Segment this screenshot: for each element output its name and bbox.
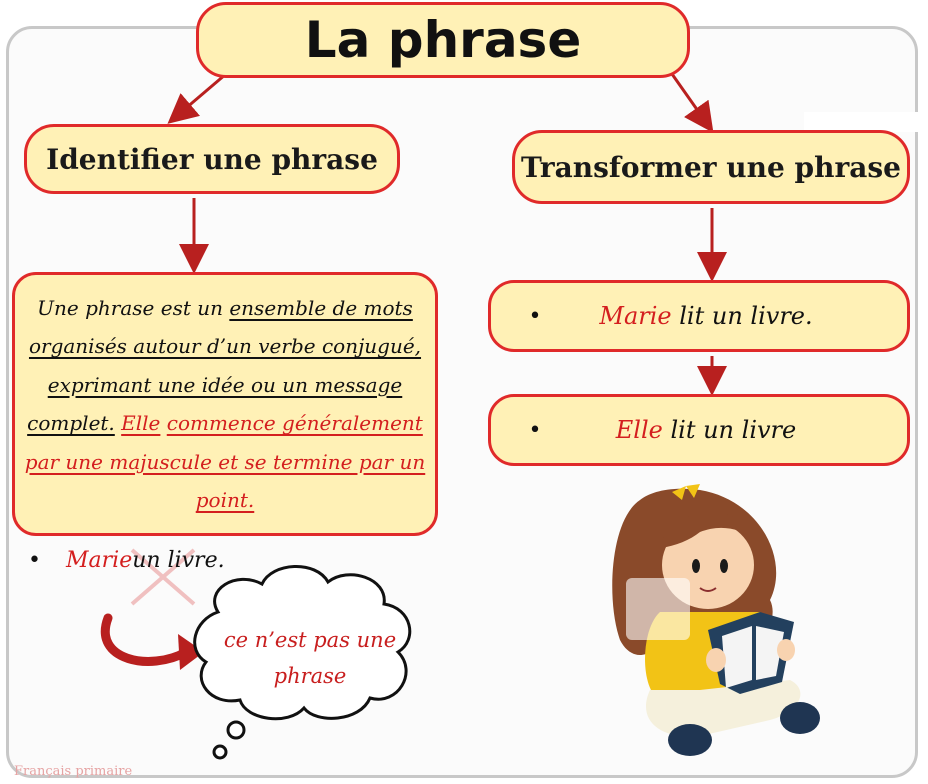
counter-example xyxy=(28,548,225,573)
transform-header: Transformer une phrase xyxy=(521,150,901,184)
example1-rest: lit un livre. xyxy=(671,302,813,330)
bullet: • xyxy=(528,303,542,329)
definition-red-subject: Elle xyxy=(121,411,161,435)
identify-header-box xyxy=(24,124,400,194)
counter-example-subject: Marie xyxy=(66,548,133,573)
transform-header-box xyxy=(512,130,910,204)
definition-red-rule: commence généralement par une majuscule et se termine par un point. xyxy=(24,411,426,512)
example-box-2 xyxy=(488,394,910,466)
example-box-1 xyxy=(488,280,910,352)
arrow-to-left-header xyxy=(172,74,226,120)
definition-box xyxy=(12,272,438,536)
bullet: • xyxy=(528,417,542,443)
definition-underlined: ensemble de mots organisés autour d’un verbe conjugué, exprimant une idée ou un message complet. xyxy=(27,295,422,435)
definition-text xyxy=(23,289,427,520)
example2-rest: lit un livre xyxy=(662,416,797,444)
example-sentence-1 xyxy=(545,302,907,330)
example-sentence-2 xyxy=(545,416,907,444)
example1-subject: Marie xyxy=(599,302,672,330)
example2-subject: Elle xyxy=(615,416,663,444)
counter-example-rest: un livre. xyxy=(132,548,225,573)
bullet: • xyxy=(28,548,41,573)
title-box xyxy=(196,2,690,78)
curved-arrow-icon xyxy=(105,618,204,670)
arrow-to-right-header xyxy=(672,74,710,128)
identify-header: Identifier une phrase xyxy=(46,142,378,176)
blank-patch xyxy=(804,112,924,132)
girl-reading-illustration xyxy=(612,484,820,756)
definition-intro: Une phrase est un xyxy=(37,295,230,320)
page-title: La phrase xyxy=(304,11,582,69)
cloud-text: ce n’est pas une phrase xyxy=(223,628,397,688)
watermark: Français primaire xyxy=(14,764,133,779)
